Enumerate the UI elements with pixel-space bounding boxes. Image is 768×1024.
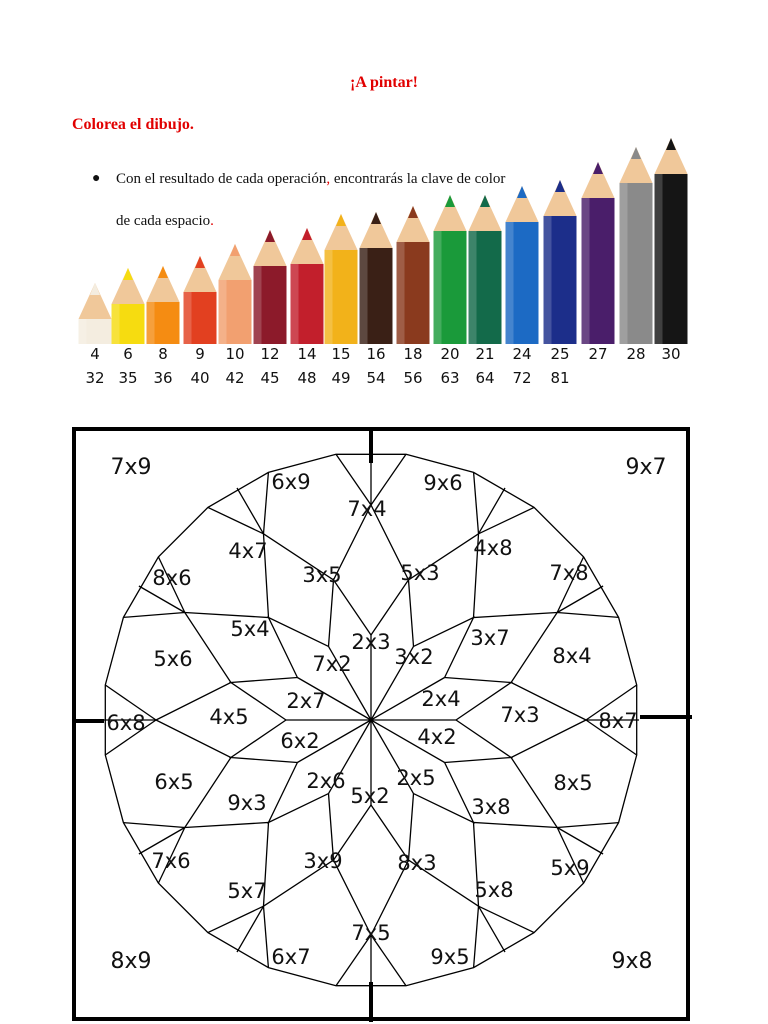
operation-label: 2x6 [306, 769, 346, 793]
operation-label: 8x4 [552, 644, 592, 668]
operation-label: 3x8 [471, 795, 511, 819]
operation-label: 5x6 [153, 647, 193, 671]
color-key-number: 18 [403, 345, 423, 363]
operation-label: 8x5 [553, 771, 593, 795]
color-key-number: 49 [331, 369, 351, 387]
color-key-number: 54 [366, 369, 386, 387]
mandala-labels [106, 455, 666, 974]
color-key-number: 6 [123, 345, 133, 363]
corner-label: 8x9 [110, 949, 152, 974]
instruction-comma: , [326, 171, 331, 187]
color-key-number: 81 [550, 369, 570, 387]
color-key-number: 72 [512, 369, 532, 387]
color-key-number: 24 [512, 345, 532, 363]
operation-label: 5x2 [350, 784, 390, 808]
operation-label: 4x2 [417, 725, 457, 749]
color-key-number: 35 [118, 369, 138, 387]
operation-label: 2x5 [396, 766, 436, 790]
operation-label: 4x5 [209, 705, 249, 729]
operation-label: 2x4 [421, 687, 461, 711]
instruction-line-2-text: de cada espacio [116, 213, 211, 229]
operation-label: 8x6 [152, 566, 192, 590]
operation-label: 6x9 [271, 470, 311, 494]
mandala-lines [103, 452, 639, 988]
color-key-number: 36 [153, 369, 173, 387]
color-key-number: 4 [90, 345, 100, 363]
mandala-line [474, 906, 479, 967]
corner-label: 9x7 [625, 455, 667, 480]
operation-label: 3x7 [470, 626, 510, 650]
color-key-number: 48 [297, 369, 317, 387]
operation-label: 2x3 [351, 630, 391, 654]
color-key-number: 9 [195, 345, 205, 363]
color-key-number: 45 [260, 369, 280, 387]
color-key-number: 14 [297, 345, 317, 363]
instruction-period: . [210, 213, 214, 229]
color-key-number: 63 [440, 369, 460, 387]
instruction-part-1: Con el resultado de cada operación [116, 171, 327, 187]
operation-label: 8x3 [397, 851, 437, 875]
operation-label: 7x4 [347, 497, 387, 521]
color-key-number: 15 [331, 345, 351, 363]
mandala-line [123, 823, 184, 828]
bullet-icon: ● [92, 171, 101, 186]
corner-label: 9x8 [611, 949, 653, 974]
color-key-number: 16 [366, 345, 386, 363]
operation-label: 9x3 [227, 791, 267, 815]
color-key-number: 20 [440, 345, 460, 363]
operation-label: 7x6 [151, 849, 191, 873]
operation-label: 5x9 [550, 856, 590, 880]
color-key-number: 27 [588, 345, 608, 363]
operation-label: 5x7 [227, 879, 267, 903]
operation-label: 4x8 [473, 536, 513, 560]
operation-label: 4x7 [228, 539, 268, 563]
color-key-number: 42 [225, 369, 245, 387]
color-key-number: 12 [260, 345, 280, 363]
page-subtitle: Colorea el dibujo. [72, 116, 194, 133]
corner-label: 7x9 [110, 455, 152, 480]
color-key-number: 30 [661, 345, 681, 363]
operation-label: 8x7 [598, 709, 638, 733]
page-title: ¡A pintar! [350, 74, 418, 91]
operation-label: 6x5 [154, 770, 194, 794]
mandala-line [557, 823, 618, 828]
operation-label: 6x8 [106, 711, 146, 735]
operation-label: 7x8 [549, 561, 589, 585]
operation-label: 6x7 [271, 945, 311, 969]
operation-label: 3x2 [394, 645, 434, 669]
color-key-number: 40 [190, 369, 210, 387]
operation-label: 7x5 [351, 921, 391, 945]
color-key-number: 56 [403, 369, 423, 387]
operation-label: 6x2 [280, 729, 320, 753]
color-key-number: 25 [550, 345, 570, 363]
operation-label: 9x5 [430, 945, 470, 969]
mandala-line [557, 613, 618, 618]
operation-label: 7x2 [312, 652, 352, 676]
operation-label: 5x4 [230, 617, 270, 641]
operation-label: 2x7 [286, 689, 326, 713]
operation-label: 3x5 [302, 563, 342, 587]
color-key-number: 32 [85, 369, 105, 387]
color-key-number: 21 [475, 345, 495, 363]
color-key-number: 28 [626, 345, 646, 363]
instruction-part-2: encontrarás la clave de color [330, 171, 506, 187]
color-key-number: 64 [475, 369, 495, 387]
mandala-line [474, 472, 479, 533]
operation-label: 5x8 [474, 878, 514, 902]
operation-label: 9x6 [423, 471, 463, 495]
mandala-line [264, 906, 269, 967]
color-key-number: 10 [225, 345, 245, 363]
mandala-line [123, 613, 184, 618]
operation-label: 5x3 [400, 561, 440, 585]
color-key-number: 8 [158, 345, 168, 363]
operation-label: 3x9 [303, 849, 343, 873]
operation-label: 7x3 [500, 703, 540, 727]
mandala-line [264, 472, 269, 533]
